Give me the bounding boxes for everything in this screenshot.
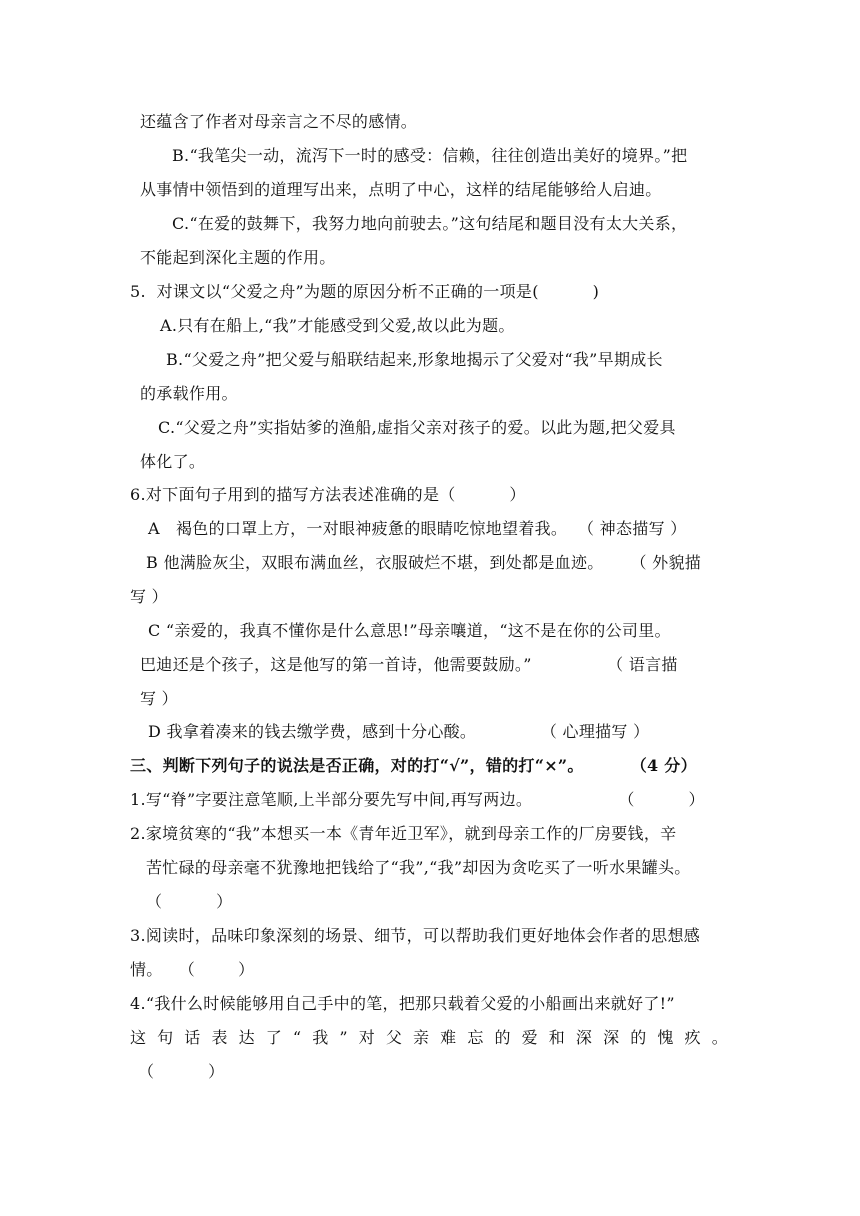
section3-item3-line2: 情。 （ ）	[130, 960, 255, 979]
q6-option-c-line2: 巴迪还是个孩子，这是他写的第一首诗，他需要鼓励。” （ 语言描	[140, 655, 678, 674]
section3-item4-line2: 这句话表达了“我”对父亲难忘的爱和深深的愧疚。	[130, 1028, 728, 1047]
q6-option-a: A 褐色的口罩上方，一对眼神疲惫的眼睛吃惊地望着我。 （ 神态描写 ）	[148, 519, 687, 538]
section3-item2-line2: 苦忙碌的母亲毫不犹豫地把钱给了“我”,“我”却因为贪吃买了一听水果罐头。	[146, 858, 691, 877]
section3-item4-answer-blank: （ ）	[138, 1062, 225, 1081]
q5-option-a: A.只有在船上,“我”才能感受到父爱,故以此为题。	[160, 316, 515, 335]
q6-option-b-line1: B 他满脸灰尘，双眼布满血丝，衣服破烂不堪，到处都是血迹。 （ 外貌描	[146, 553, 702, 572]
section3-item3-line1: 3.阅读时，品味印象深刻的场景、细节，可以帮助我们更好地体会作者的思想感	[130, 926, 701, 945]
q6-option-b-line2: 写 ）	[130, 587, 168, 606]
q5-stem: 5. 对课文以“父爱之舟”为题的原因分析不正确的一项是( )	[130, 282, 600, 301]
q4-option-c-line2: 不能起到深化主题的作用。	[140, 248, 336, 267]
q4-option-b-line1: B.“我笔尖一动，流泻下一时的感受：信赖，往往创造出美好的境界。”把	[172, 146, 688, 165]
q6-option-c-line3: 写 ）	[140, 689, 178, 708]
section3-item1: 1.写“脊”字要注意笔顺,上半部分要先写中间,再写两边。 （ ）	[130, 790, 705, 809]
q6-option-c-line1: C “亲爱的，我真不懂你是什么意思!”母亲嚷道，“这不是在你的公司里。	[148, 621, 671, 640]
q5-option-c-line2: 体化了。	[140, 452, 206, 471]
q6-stem: 6.对下面句子用到的描写方法表述准确的是（ ）	[130, 485, 526, 504]
section3-heading: 三、判断下列句子的说法是否正确，对的打“√”，错的打“×”。 （4 分）	[130, 756, 697, 775]
section3-item2-line1: 2.家境贫寒的“我”本想买一本《青年近卫军》，就到母亲工作的厂房要钱，辛	[130, 824, 677, 843]
q4-option-a-tail: 还蕴含了作者对母亲言之不尽的感情。	[140, 112, 418, 131]
q4-option-b-line2: 从事情中领悟到的道理写出来，点明了中心，这样的结尾能够给人启迪。	[140, 180, 662, 199]
q5-option-b-line1: B.“父爱之舟”把父爱与船联结起来,形象地揭示了父爱对“我”早期成长	[166, 350, 663, 369]
section3-item2-answer-blank: （ ）	[146, 892, 233, 911]
q4-option-c-line1: C.“在爱的鼓舞下，我努力地向前驶去。”这句结尾和题目没有太大关系，	[172, 214, 688, 233]
q5-option-b-line2: 的承载作用。	[140, 384, 238, 403]
q5-option-c-line1: C.“父爱之舟”实指姑爹的渔船,虚指父亲对孩子的爱。以此为题,把父爱具	[158, 418, 676, 437]
q6-option-d: D 我拿着凑来的钱去缴学费，感到十分心酸。 （ 心理描写 ）	[148, 722, 650, 741]
section3-item4-line1: 4.“我什么时候能够用自己手中的笔，把那只载着父爱的小船画出来就好了!”	[130, 994, 675, 1013]
